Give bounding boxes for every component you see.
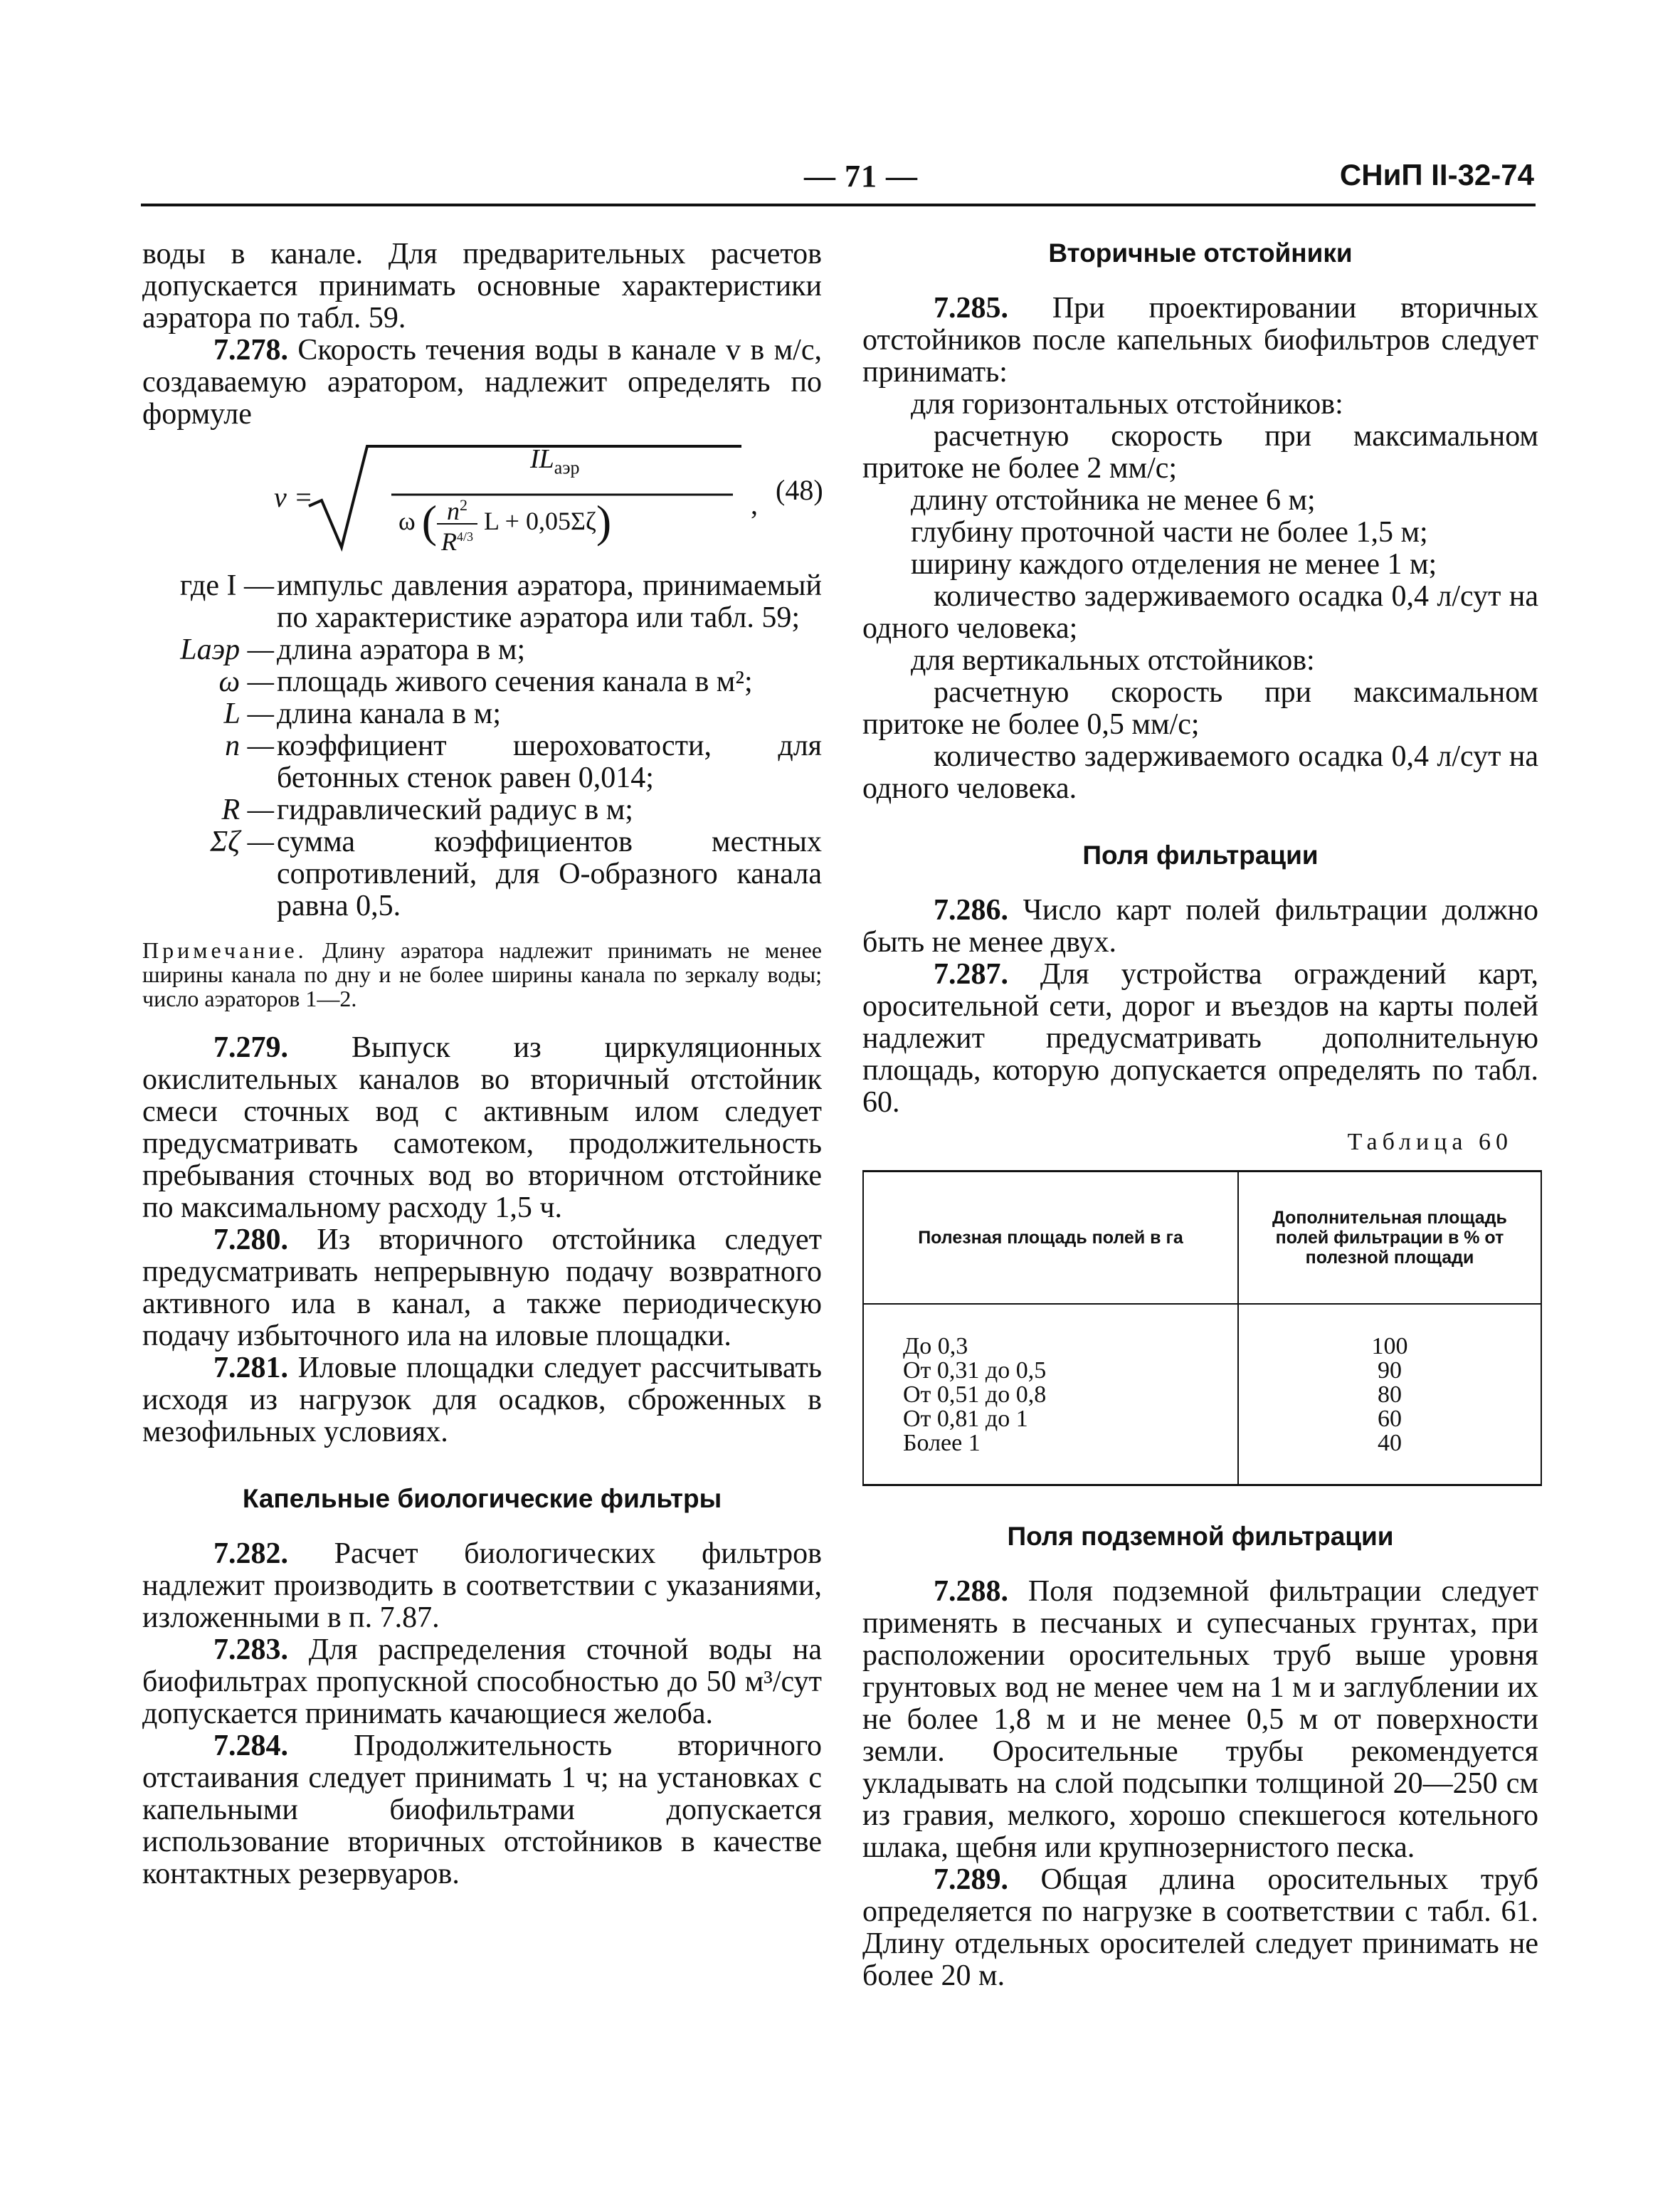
header-rule: [141, 204, 1536, 206]
table-row: От 0,81 до 1 60: [863, 1407, 1541, 1431]
section-heading-filtration-fields: Поля фильтрации: [1082, 841, 1319, 870]
definition-row: [142, 570, 822, 634]
formula-48: [142, 438, 822, 562]
paragraph-7-287: 7.287. Для устройства ограждений карт, оросительной сети, дорог и въездов на карты полей надлежит предусматривать дополнительную площадь, которую допускается определять по табл. 60.: [862, 958, 1538, 1119]
note-text: Длину аэратора надлежит принимать не менее ширины канала по дну и не более ширины канала по зеркалу воды; число аэраторов 1—2.: [142, 937, 823, 1011]
paragraph-7-281: 7.281. Иловые площадки следует рассчитывать исходя из нагрузок для осадков, сброженных в мезофильных условиях.: [142, 1352, 822, 1448]
table-row: До 0,3 100: [863, 1304, 1541, 1359]
requirement-line: для горизонтальных отстойников:: [911, 388, 1343, 421]
definition-symbol: L —: [223, 697, 274, 730]
definition-row: [142, 826, 822, 922]
definition-text: длина канала в м;: [277, 697, 501, 730]
requirement-line: длину отстойника не менее 6 м;: [911, 484, 1316, 517]
definition-text: сумма коэффициентов местных сопротивлений, для О-образного канала равна 0,5.: [277, 826, 822, 922]
paragraph-7-286: 7.286. Число карт полей фильтрации должно быть не менее двух.: [862, 894, 1539, 959]
formula-numerator: $IL_{аэр}$: [530, 444, 580, 478]
definition-row: [142, 666, 822, 698]
table-row: От 0,31 до 0,5 90: [863, 1359, 1541, 1383]
definition-text: импульс давления аэратора, принимаемый по характеристике аэратора или табл. 59;: [277, 569, 822, 634]
document-code: СНиП II-32-74: [1339, 158, 1534, 191]
formula-number: (48): [776, 474, 823, 506]
definition-symbol: Σζ —: [210, 826, 274, 858]
definition-row: [142, 730, 822, 794]
formula-lhs: v =: [274, 481, 313, 513]
table-header-area: Полезная площадь полей в га: [863, 1172, 1238, 1305]
clause-text: Скорость течения воды в канале v в м/с, создаваемую аэратором, надлежит определять по формуле: [142, 334, 822, 431]
requirement-line: расчетную скорость при максимальном притоке не более 0,5 мм/с;: [862, 676, 1538, 741]
definition-symbol: где I —: [179, 569, 274, 602]
variable-definitions: [142, 570, 822, 922]
requirement-line: для вертикальных отстойников:: [911, 644, 1315, 677]
table-row: Более 1 40: [863, 1431, 1541, 1485]
definition-symbol: n —: [225, 730, 274, 762]
definition-text: гидравлический радиус в м;: [277, 794, 633, 826]
definition-row: [142, 634, 822, 666]
paragraph-7-280: 7.280. Из вторичного отстойника следует предусматривать непрерывную подачу возвратного активного ила в канал, а также периодическую подачу избыточного ила на иловые площадки.: [142, 1223, 822, 1352]
requirement-line: расчетную скорость при максимальном притоке не более 2 мм/с;: [862, 420, 1538, 485]
right-column: [862, 238, 1538, 1992]
formula-comma: ,: [751, 488, 758, 520]
formula-denominator: ω ( $n^2$ $R^{4/3}$ L + 0,05Σζ): [398, 495, 612, 556]
paragraph-7-278: [142, 335, 822, 431]
note-label: Примечание.: [142, 937, 307, 963]
paragraph-7-289: 7.289. Общая длина оросительных труб определяется по нагрузке в соответствии с табл. 61. Длину отдельных оросителей следует принимать не более 20 м.: [862, 1863, 1538, 1992]
table-60: [862, 1170, 1542, 1486]
definition-text: коэффициент шероховатости, для бетонных стенок равен 0,014;: [277, 730, 822, 794]
paragraph-7-285: 7.285. При проектировании вторичных отстойников после капельных биофильтров следует принимать:: [862, 292, 1539, 389]
definition-symbol: ω —: [218, 665, 274, 698]
paragraph-7-284: 7.284. Продолжительность вторичного отстаивания следует принимать 1 ч; на установках с капельными биофильтрами допускается использование вторичных отстойников в качестве контактных резервуаров.: [142, 1729, 823, 1890]
requirement-line: ширину каждого отделения не менее 1 м;: [911, 548, 1437, 581]
section-heading-underground-filtration: Поля подземной фильтрации: [1007, 1522, 1394, 1551]
section-heading-secondary-settlers: Вторичные отстойники: [1048, 238, 1353, 268]
paragraph-7-283: 7.283. Для распределения сточной воды на биофильтрах пропускной способностью до 50 м³/сут допускается принимать качающиеся желоба.: [142, 1633, 822, 1730]
definition-symbol: R —: [221, 794, 274, 826]
section-heading-drip-filters: Капельные биологические фильтры: [242, 1484, 722, 1513]
note: [142, 938, 822, 1011]
definition-symbol: Lаэр —: [180, 633, 274, 666]
table-caption: Таблица 60: [1347, 1129, 1513, 1155]
definition-row: [142, 794, 822, 826]
definition-text: площадь живого сечения канала в м²;: [277, 665, 753, 698]
paragraph-continuation: воды в канале. Для предварительных расчетов допускается принимать основные характеристики аэратора по табл. 59.: [142, 238, 822, 335]
paragraph-7-282: 7.282. Расчет биологических фильтров надлежит производить в соответствии с указаниями, изложенными в п. 7.87.: [142, 1537, 822, 1634]
left-column: [142, 238, 822, 1890]
requirement-line: количество задерживаемого осадка 0,4 л/сут на одного человека;: [862, 580, 1538, 645]
paragraph-7-279: 7.279. Выпуск из циркуляционных окислительных каналов во вторичный отстойник смеси сточных вод с активным илом следует предусматривать самотеком, продолжительность пребывания сточных вод во вторичном отстойнике по максимальному расходу 1,5 ч.: [142, 1031, 822, 1224]
definition-row: [142, 698, 822, 730]
clause-number: 7.278.: [213, 334, 288, 367]
table-row: От 0,51 до 0,8 80: [863, 1383, 1541, 1407]
requirement-line: глубину проточной части не более 1,5 м;: [911, 516, 1428, 549]
page-number: — 71 —: [804, 159, 918, 194]
definition-text: длина аэратора в м;: [277, 633, 526, 666]
requirement-line: количество задерживаемого осадка 0,4 л/сут на одного человека.: [862, 740, 1538, 805]
paragraph-7-288: 7.288. Поля подземной фильтрации следует применять в песчаных и супесчаных грунтах, при расположении оросительных труб выше уровня грунтовых вод не менее чем на 1 м и заглублении их не более 1,8 м и не менее 0,5 м от поверхности земли. Оросительные трубы рекомендуется укладывать на слой подсыпки толщиной 20—250 см из гравия, мелкого, хорошо спекшегося котельного шлака, щебня или крупнозернистого песка.: [862, 1575, 1539, 1864]
table-header-additional: Дополнительная площадь полей фильтрации в % от полезной площади: [1238, 1172, 1541, 1305]
